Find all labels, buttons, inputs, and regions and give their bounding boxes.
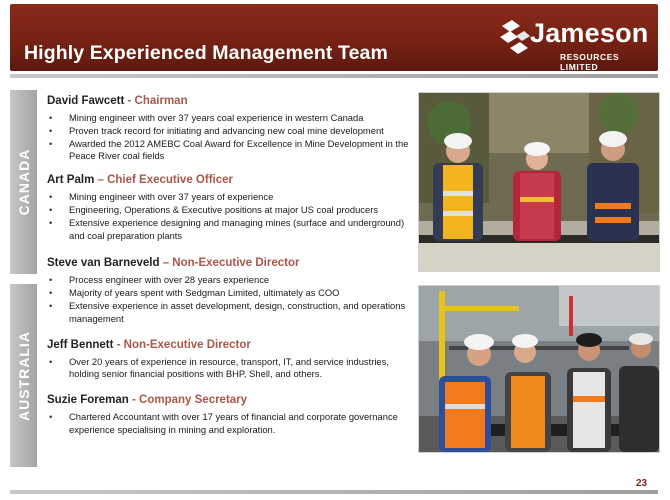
photo-australia-team (418, 285, 660, 453)
list-item: • Extensive experience in asset development, design, construction, and operations management (47, 300, 419, 326)
bullet-list (47, 274, 419, 325)
list-item: • Proven track record for initiating and advancing new coal mine development (47, 125, 419, 138)
person-steve-van-barneveld (47, 256, 419, 325)
person-heading (47, 256, 419, 271)
person-heading (47, 173, 419, 188)
list-item: • Mining engineer with over 37 years coal experience in western Canada (47, 112, 419, 125)
bullet-list (47, 112, 419, 163)
bullet-list (47, 356, 419, 382)
person-name: Jeff Bennett (47, 338, 114, 351)
person-role: - Chairman (124, 95, 188, 107)
bullet-list (47, 191, 419, 242)
person-heading (47, 393, 419, 408)
management-list (47, 94, 419, 437)
person-david-fawcett (47, 94, 419, 163)
logo-subtitle: RESOURCES LIMITED (560, 52, 620, 72)
person-name: Art Palm (47, 174, 95, 187)
logo-wordmark: Jameson (530, 18, 649, 48)
person-heading (47, 94, 419, 109)
canada-team-photo-image (419, 93, 659, 271)
person-role: - Company Secretary (128, 394, 248, 407)
bullet-list (47, 411, 419, 437)
person-role: – Chief Executive Officer (94, 174, 233, 187)
page-number: 23 (636, 478, 648, 489)
person-art-palm (47, 173, 419, 242)
slide-title: Highly Experienced Management Team (24, 42, 388, 64)
list-item: • Extensive experience designing and managing mines (surface and underground) and coal preparation plants (47, 217, 419, 243)
list-item: • Engineering, Operations & Executive positions at major US coal producers (47, 204, 419, 217)
photo-canada-team (418, 92, 660, 272)
footer-divider (10, 490, 658, 494)
region-label-canada: CANADA (15, 148, 32, 216)
slide-header (10, 4, 658, 71)
person-name: David Fawcett (47, 95, 125, 107)
person-suzie-foreman (47, 393, 419, 437)
company-logo (500, 18, 656, 72)
person-role: – Non-Executive Director (159, 257, 300, 270)
person-heading (47, 338, 419, 353)
list-item: • Over 20 years of experience in resource, transport, IT, and service industries, holding senior financial positions with BHP, Shell, and others. (47, 356, 419, 382)
person-name: Steve van Barneveld (47, 257, 160, 270)
person-role: - Non-Executive Director (113, 338, 251, 351)
jameson-logo-mark-icon (500, 20, 530, 54)
list-item: • Mining engineer with over 37 years of experience (47, 191, 419, 204)
region-label-australia: AUSTRALIA (15, 330, 32, 421)
list-item: • Majority of years spent with Sedgman Limited, ultimately as COO (47, 287, 419, 300)
header-divider (10, 74, 658, 78)
australia-team-photo-image (419, 286, 659, 452)
list-item: • Awarded the 2012 AMEBC Coal Award for Excellence in Mine Development in the Peace River coal fields (47, 138, 419, 164)
person-name: Suzie Foreman (47, 394, 129, 407)
region-bar-australia (10, 284, 37, 467)
region-bar-canada (10, 90, 37, 274)
person-jeff-bennett (47, 338, 419, 382)
list-item: • Chartered Accountant with over 17 years of financial and corporate governance experience specialising in mining and exploration. (47, 411, 419, 437)
list-item: • Process engineer with over 28 years experience (47, 274, 419, 287)
